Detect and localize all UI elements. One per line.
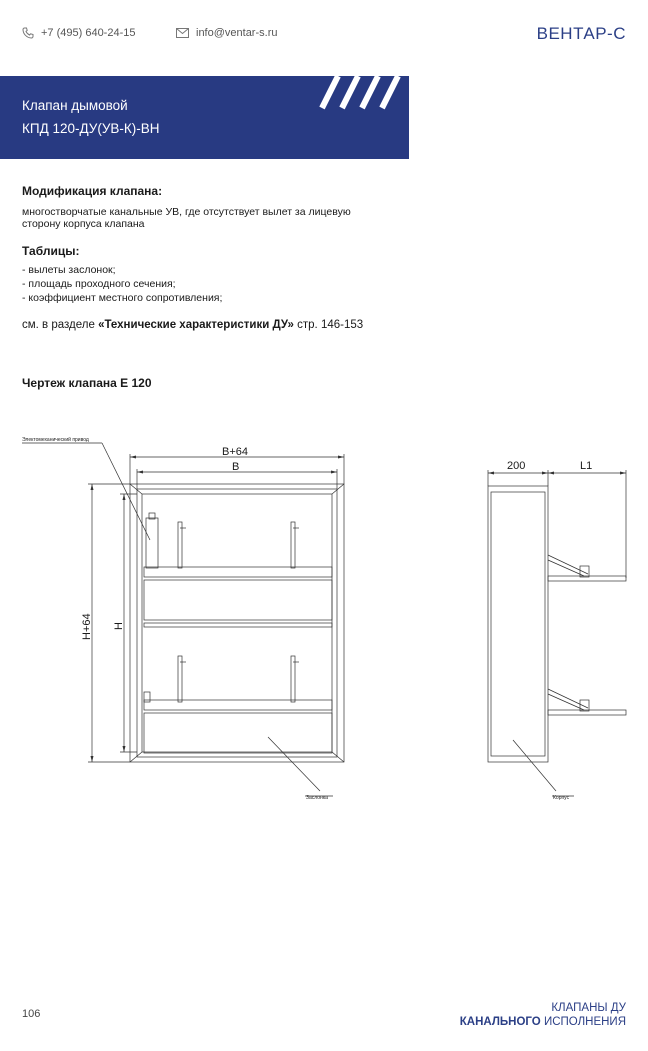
reference-prefix: см. в разделе: [22, 319, 99, 331]
section-footer: [460, 1001, 626, 1029]
footer-line1: КЛАПАНЫ ДУ: [551, 1002, 626, 1014]
label-damper: Заслонка: [306, 795, 328, 801]
banner-title: Клапан дымовой: [22, 98, 128, 113]
tables-item: - вылеты заслонок;: [22, 264, 116, 276]
phone-text: +7 (495) 640-24-15: [41, 27, 136, 39]
modification-text-1: многостворчатые канальные УВ, где отсутствует вылет за лицевую: [22, 206, 351, 218]
label-body: Корпус: [553, 795, 570, 801]
label-l1: L1: [580, 460, 593, 472]
label-h64: H+64: [81, 613, 93, 640]
modification-heading: Модификация клапана:: [22, 184, 163, 198]
tables-item: - площадь проходного сечения;: [22, 278, 176, 290]
email-text: info@ventar-s.ru: [196, 27, 278, 39]
footer-rest: ИСПОЛНЕНИЯ: [540, 1016, 626, 1028]
label-drive: Электомеханический привод: [22, 437, 89, 443]
modification-text-2: сторону корпуса клапана: [22, 218, 145, 230]
footer-line2: [460, 1015, 626, 1029]
reference-suffix: стр. 146-153: [293, 319, 364, 331]
label-b: B: [232, 461, 240, 473]
brand-logo: ВЕНТАР-С: [536, 24, 626, 43]
label-h: H: [113, 622, 125, 630]
footer-bold: КАНАЛЬНОГО: [459, 1016, 541, 1028]
tables-heading: Таблицы:: [22, 244, 80, 258]
reference-link[interactable]: «Технические характеристики ДУ»: [98, 319, 294, 331]
page-number: 106: [22, 1008, 41, 1020]
label-200: 200: [507, 460, 526, 472]
banner-model: КПД 120-ДУ(УВ-К)-ВН: [22, 121, 160, 136]
label-b64: B+64: [222, 446, 248, 458]
tables-item: - коэффициент местного сопротивления;: [22, 292, 223, 304]
drawing-title: Чертеж клапана Е 120: [22, 376, 152, 390]
